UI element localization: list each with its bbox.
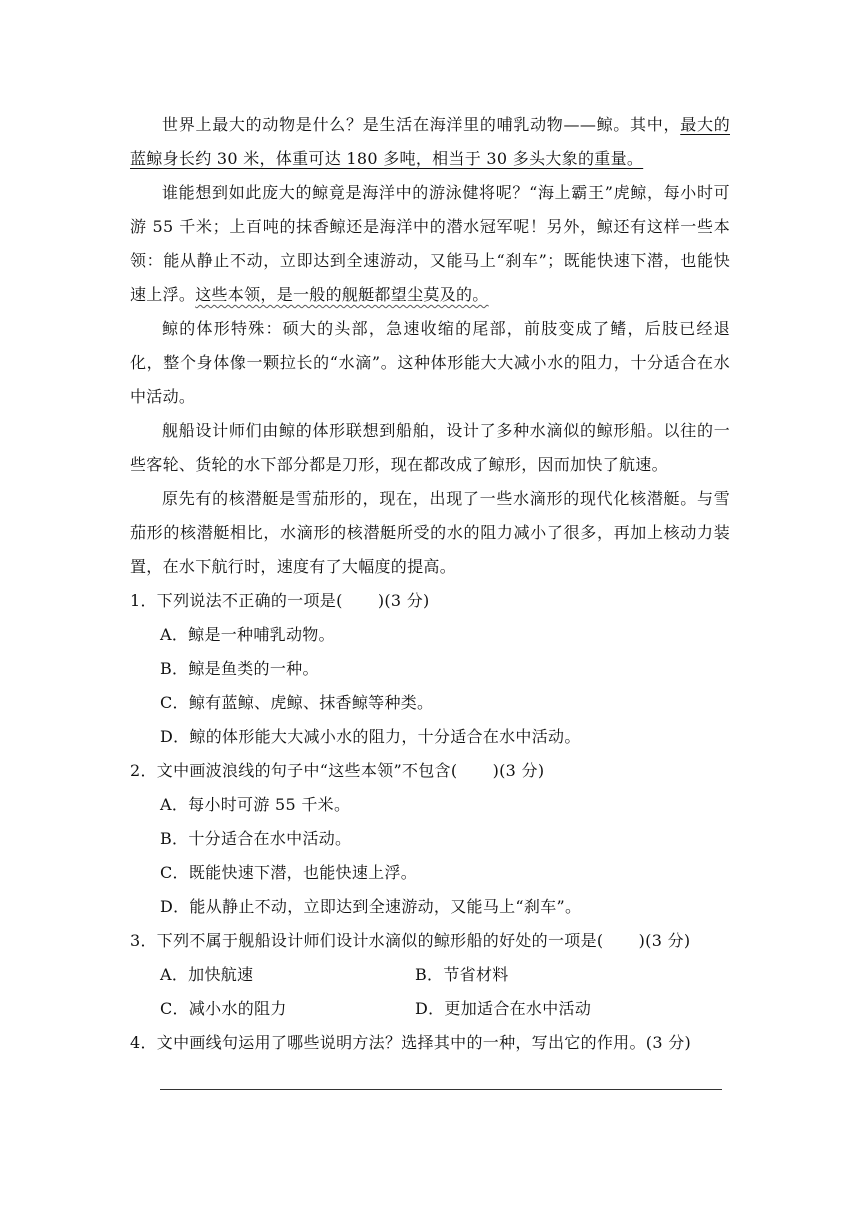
option-a: A．加快航速 [160,965,254,984]
question-4 [130,1026,730,1090]
option-d: D．能从静止不动，立即达到全速游动，又能马上“刹车”。 [160,897,582,916]
question-stem: 1．下列说法不正确的一项是( )(3 分) [130,591,430,610]
option-b: B．十分适合在水中活动。 [160,829,352,848]
option-a: A．每小时可游 55 千米。 [160,795,351,814]
question-stem: 2．文中画波浪线的句子中“这些本领”不包含( )(3 分) [130,761,545,780]
question-stem: 3．下列不属于舰船设计师们设计水滴似的鲸形船的好处的一项是( )(3 分) [130,931,691,950]
passage-paragraph-2 [130,176,730,312]
options-row-2 [130,992,730,1026]
passage-text: 谁能想到如此庞大的鲸竟是海洋中的游泳健将呢？“海上霸王”虎鲸，每小时可游 55 千米；上百吨的抹香鲸还是海洋中的潜水冠军呢！另外，鲸还有这样一些本领：能从静止不动，立即达到全速游动，又能马上“刹车”；既能快速下潜，也能快速上浮。 [130,183,730,304]
passage-paragraph-4: 舰船设计师们由鲸的体形联想到船舶，设计了多种水滴似的鲸形船。以往的一些客轮、货轮的水下部分都是刀形，现在都改成了鲸形，因而加快了航速。 [130,421,730,474]
option-d: D．鲸的体形能大大减小水的阻力，十分适合在水中活动。 [160,727,581,746]
underlined-sentence: 最大的蓝鲸身长约 30 米，体重可达 180 多吨，相当于 30 多头大象的重量。 [130,115,730,168]
passage-paragraph-5: 原先有的核潜艇是雪茄形的，现在，出现了一些水滴形的现代化核潜艇。与雪茄形的核潜艇相比，水滴形的核潜艇所受的水的阻力减小了很多，再加上核动力装置，在水下航行时，速度有了大幅度的提高。 [130,489,730,576]
passage-paragraph-1 [130,108,730,176]
question-stem: 4．文中画线句运用了哪些说明方法？选择其中的一种，写出它的作用。(3 分) [130,1033,692,1052]
option-c: C．鲸有蓝鲸、虎鲸、抹香鲸等种类。 [160,693,434,712]
question-1 [130,584,730,754]
question-3 [130,924,730,1026]
option-d: D．更加适合在水中活动 [415,999,592,1018]
passage-paragraph-3: 鲸的体形特殊：硕大的头部，急速收缩的尾部，前肢变成了鳍，后肢已经退化，整个身体像一颗拉长的“水滴”。这种体形能大大减小水的阻力，十分适合在水中活动。 [130,319,730,406]
option-b: B．节省材料 [415,965,509,984]
option-c: C．减小水的阻力 [160,999,287,1018]
question-2 [130,754,730,924]
answer-line[interactable] [160,1088,722,1090]
options-row-1 [130,958,730,992]
option-a: A．鲸是一种哺乳动物。 [160,625,335,644]
wavy-underlined-sentence: 这些本领，是一般的舰艇都望尘莫及的。 [195,285,489,304]
passage-text: 世界上最大的动物是什么？是生活在海洋里的哺乳动物——鲸。其中， [162,115,681,134]
option-b: B．鲸是鱼类的一种。 [160,659,319,678]
option-c: C．既能快速下潜，也能快速上浮。 [160,863,418,882]
